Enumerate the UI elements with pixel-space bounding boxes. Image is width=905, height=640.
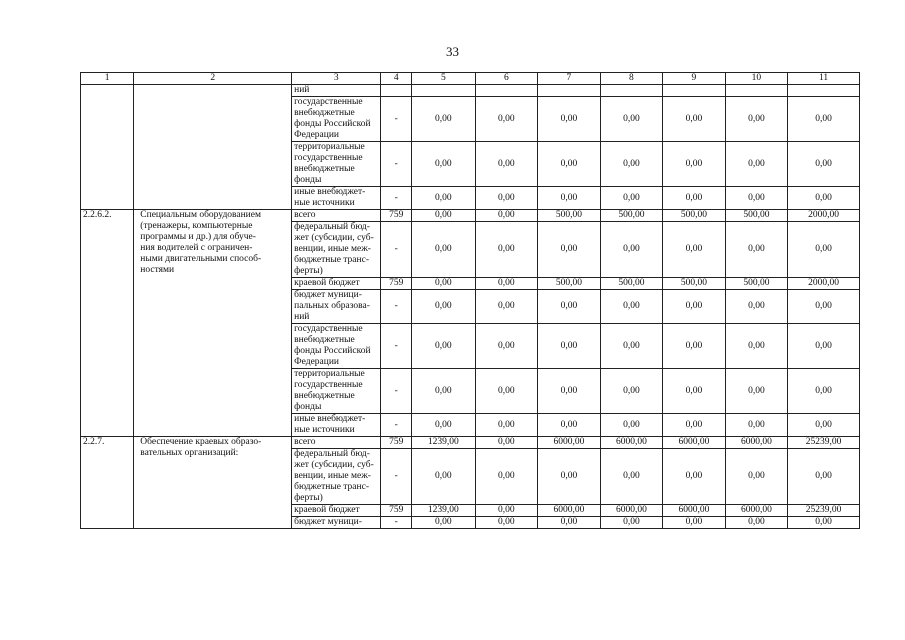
amount-cell: 0,00	[475, 290, 538, 324]
amount-cell: 0,00	[663, 369, 726, 414]
amount-cell: 0,00	[538, 97, 601, 142]
amount-cell: 0,00	[663, 142, 726, 187]
amount-cell: 6000,00	[600, 505, 663, 517]
amount-cell: 0,00	[412, 414, 476, 437]
amount-cell: 6000,00	[725, 505, 788, 517]
source-cell: краевой бюджет	[292, 278, 381, 290]
amount-cell: 0,00	[538, 142, 601, 187]
amount-cell: 500,00	[725, 278, 788, 290]
amount-cell: 1239,00	[412, 437, 476, 449]
amount-cell: 500,00	[538, 210, 601, 222]
amount-cell: 0,00	[725, 222, 788, 278]
amount-cell: 500,00	[663, 210, 726, 222]
amount-cell: 0,00	[788, 517, 860, 529]
amount-cell: 0,00	[475, 222, 538, 278]
code-value: 759	[381, 505, 412, 517]
amount-cell: 0,00	[788, 449, 860, 505]
amount-cell: 25239,00	[788, 437, 860, 449]
amount-cell: 0,00	[538, 324, 601, 369]
column-header: 9	[663, 73, 726, 85]
amount-cell: 0,00	[788, 142, 860, 187]
amount-cell: 0,00	[663, 222, 726, 278]
amount-cell: 0,00	[412, 324, 476, 369]
amount-cell: 0,00	[725, 290, 788, 324]
amount-cell: 6000,00	[538, 437, 601, 449]
column-header: 7	[538, 73, 601, 85]
amount-cell: 0,00	[788, 97, 860, 142]
amount-cell: 500,00	[663, 278, 726, 290]
amount-cell: 0,00	[412, 290, 476, 324]
amount-cell: 0,00	[475, 324, 538, 369]
amount-cell: 0,00	[475, 414, 538, 437]
amount-cell: 25239,00	[788, 505, 860, 517]
amount-cell: 500,00	[538, 278, 601, 290]
amount-cell: 0,00	[725, 369, 788, 414]
source-cell: федеральный бюд- жет (субсидии, суб- венции, иные меж- бюджетные транс- ферты)	[292, 449, 381, 505]
amount-cell: 6000,00	[663, 505, 726, 517]
amount-cell: 0,00	[788, 187, 860, 210]
amount-cell: 2000,00	[788, 210, 860, 222]
amount-cell: 0,00	[788, 290, 860, 324]
source-cell: государственные внебюджетные фонды Российской Федерации	[292, 324, 381, 369]
amount-cell: 0,00	[475, 437, 538, 449]
amount-cell: 0,00	[725, 324, 788, 369]
description-cell	[134, 85, 292, 210]
code-value: -	[381, 97, 412, 142]
code-value: -	[381, 369, 412, 414]
amount-cell: 0,00	[663, 290, 726, 324]
amount-cell: 500,00	[725, 210, 788, 222]
source-cell: бюджет муници-	[292, 517, 381, 529]
amount-cell: 0,00	[475, 142, 538, 187]
column-header: 11	[788, 73, 860, 85]
amount-cell: 0,00	[725, 142, 788, 187]
amount-cell: 1239,00	[412, 505, 476, 517]
amount-cell: 0,00	[538, 290, 601, 324]
amount-cell: 0,00	[475, 369, 538, 414]
column-header: 1	[81, 73, 134, 85]
amount-cell: 6000,00	[600, 437, 663, 449]
amount-cell: 0,00	[600, 142, 663, 187]
amount-cell: 500,00	[600, 278, 663, 290]
amount-cell: 0,00	[600, 290, 663, 324]
source-cell: всего	[292, 210, 381, 222]
amount-cell: 0,00	[788, 324, 860, 369]
amount-cell: 0,00	[538, 222, 601, 278]
amount-cell: 0,00	[600, 97, 663, 142]
amount-cell: 0,00	[663, 187, 726, 210]
table-row	[81, 210, 860, 222]
amount-cell: 0,00	[412, 369, 476, 414]
amount-cell: 0,00	[663, 517, 726, 529]
amount-cell: 0,00	[663, 324, 726, 369]
source-cell: территориальные государственные внебюджетные фонды	[292, 369, 381, 414]
amount-cell: 0,00	[600, 369, 663, 414]
amount-cell: 0,00	[725, 517, 788, 529]
code-value: 759	[381, 437, 412, 449]
amount-cell: 0,00	[475, 278, 538, 290]
amount-cell: 0,00	[475, 517, 538, 529]
amount-cell: 0,00	[600, 449, 663, 505]
code-value: -	[381, 142, 412, 187]
amount-cell: 0,00	[412, 449, 476, 505]
amount-cell: 0,00	[600, 222, 663, 278]
amount-cell: 0,00	[538, 187, 601, 210]
amount-cell: 0,00	[475, 210, 538, 222]
amount-cell: 0,00	[725, 97, 788, 142]
source-cell: всего	[292, 437, 381, 449]
amount-cell: 2000,00	[788, 278, 860, 290]
amount-cell: 0,00	[475, 97, 538, 142]
amount-cell: 0,00	[600, 414, 663, 437]
column-header: 10	[725, 73, 788, 85]
code-value: -	[381, 449, 412, 505]
amount-cell: 0,00	[412, 210, 476, 222]
amount-cell: 0,00	[412, 222, 476, 278]
amount-cell: 0,00	[600, 324, 663, 369]
code-value: 759	[381, 210, 412, 222]
page-number: 33	[446, 44, 459, 59]
amount-cell: 0,00	[475, 505, 538, 517]
amount-cell: 0,00	[725, 187, 788, 210]
source-cell: ний	[292, 85, 381, 97]
section-title: Обеспечение краевых образо- вательных организаций:	[134, 437, 292, 529]
source-cell: иные внебюджет- ные источники	[292, 414, 381, 437]
section-code: 2.2.7.	[81, 437, 134, 529]
amount-cell: 0,00	[475, 187, 538, 210]
amount-cell: 0,00	[663, 97, 726, 142]
column-header: 3	[292, 73, 381, 85]
amount-cell: 6000,00	[725, 437, 788, 449]
amount-cell: 0,00	[412, 517, 476, 529]
amount-cell: 0,00	[538, 369, 601, 414]
section-code: 2.2.6.2.	[81, 210, 134, 437]
column-header: 6	[475, 73, 538, 85]
code-value: -	[381, 324, 412, 369]
amount-cell: 6000,00	[538, 505, 601, 517]
code-value: -	[381, 290, 412, 324]
source-cell: территориальные государственные внебюджетные фонды	[292, 142, 381, 187]
amount-cell: 0,00	[788, 414, 860, 437]
amount-cell: 0,00	[600, 187, 663, 210]
amount-cell: 0,00	[412, 97, 476, 142]
budget-table-wrapper	[80, 72, 860, 529]
amount-cell: 0,00	[788, 369, 860, 414]
code-value: -	[381, 414, 412, 437]
source-cell: краевой бюджет	[292, 505, 381, 517]
column-header: 8	[600, 73, 663, 85]
amount-cell: 0,00	[663, 414, 726, 437]
table-row	[81, 437, 860, 449]
column-header: 2	[134, 73, 292, 85]
amount-cell: 0,00	[725, 449, 788, 505]
amount-cell: 0,00	[663, 449, 726, 505]
code-cell	[81, 85, 134, 210]
code-value: 759	[381, 278, 412, 290]
amount-cell: 0,00	[538, 414, 601, 437]
amount-cell: 0,00	[412, 187, 476, 210]
amount-cell: 0,00	[725, 414, 788, 437]
table-row	[81, 85, 860, 97]
amount-cell: 0,00	[538, 449, 601, 505]
amount-cell: 0,00	[412, 278, 476, 290]
code-value: -	[381, 517, 412, 529]
amount-cell: 0,00	[412, 142, 476, 187]
amount-cell: 500,00	[600, 210, 663, 222]
column-header: 4	[381, 73, 412, 85]
amount-cell: 0,00	[475, 449, 538, 505]
source-cell: государственные внебюджетные фонды Российской Федерации	[292, 97, 381, 142]
source-cell: бюджет муници- пальных образова- ний	[292, 290, 381, 324]
amount-cell: 6000,00	[663, 437, 726, 449]
source-cell: федеральный бюд- жет (субсидии, суб- венции, иные меж- бюджетные транс- ферты)	[292, 222, 381, 278]
section-title: Специальным оборудованием (тренажеры, компьютерные программы и др.) для обуче- ния водителей с ограничен- ными двигательными способ- ностями	[134, 210, 292, 437]
code-value: -	[381, 187, 412, 210]
amount-cell: 0,00	[538, 517, 601, 529]
source-cell: иные внебюджет- ные источники	[292, 187, 381, 210]
code-value: -	[381, 222, 412, 278]
amount-cell: 0,00	[788, 222, 860, 278]
budget-table	[80, 72, 860, 529]
column-header: 5	[412, 73, 476, 85]
header-row	[81, 73, 860, 85]
amount-cell: 0,00	[600, 517, 663, 529]
